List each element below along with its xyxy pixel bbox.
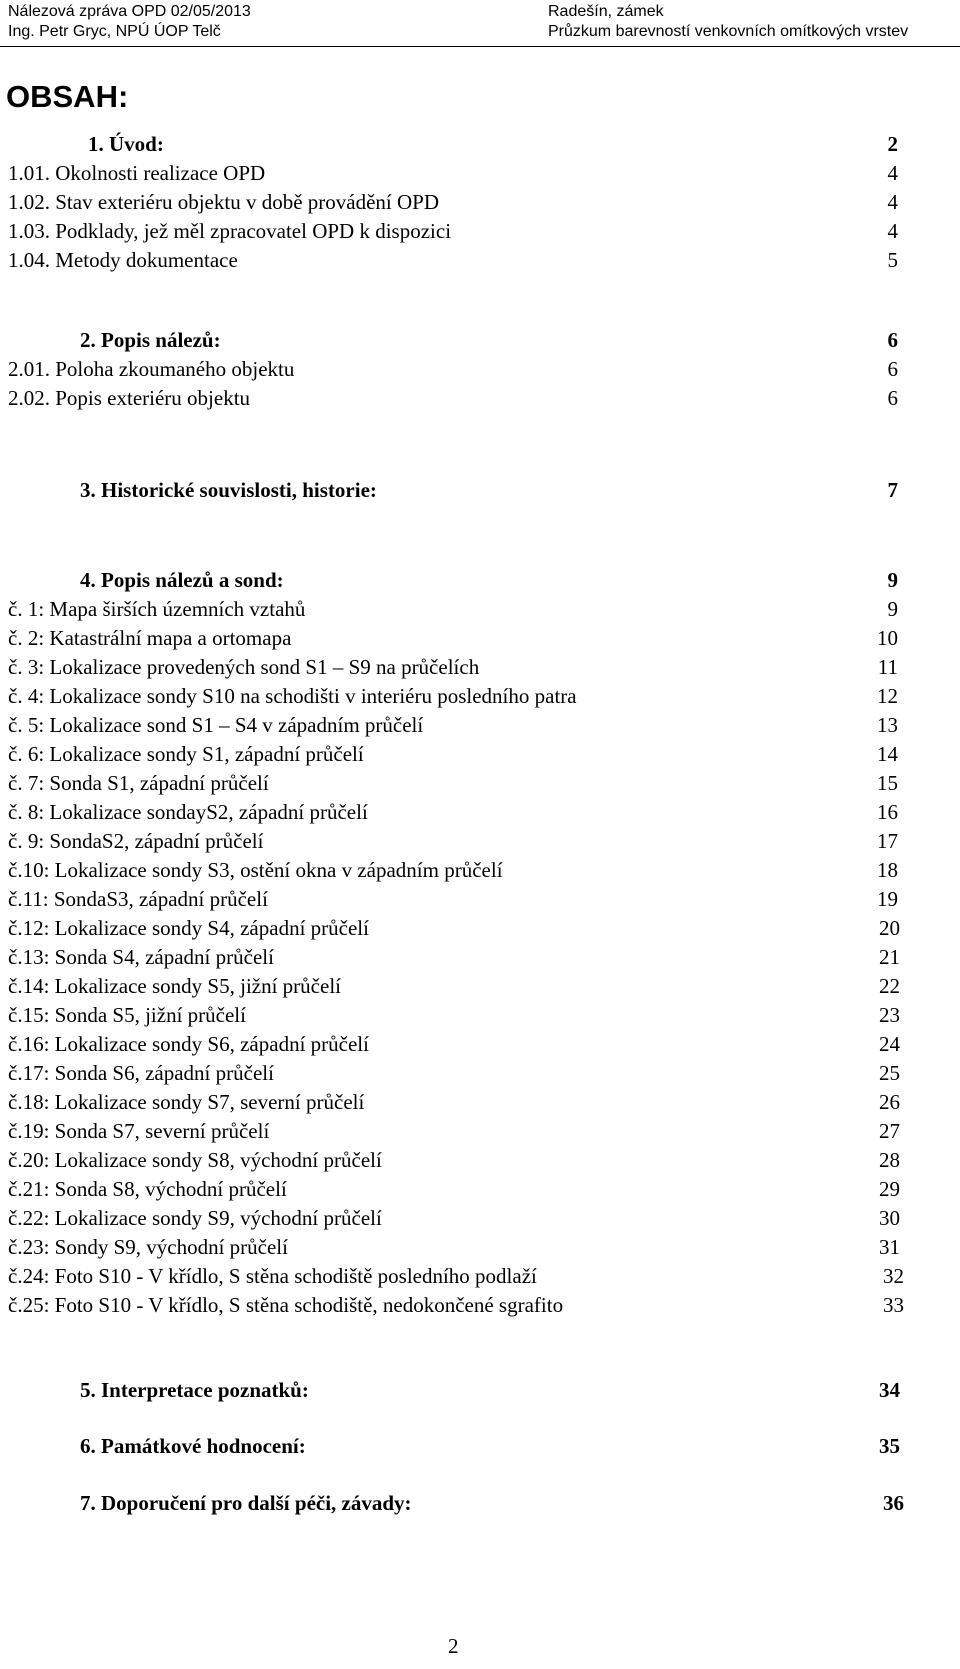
toc-entry [0, 972, 960, 1000]
toc-entry-title: 4. Popis nálezů a sond: [80, 568, 284, 592]
toc-entry-page: 13 [877, 713, 898, 737]
toc-entry-title: č.21: Sonda S8, východní průčelí [8, 1177, 287, 1201]
toc-entry-page: 6 [887, 357, 898, 381]
page-number: 2 [448, 1634, 459, 1658]
toc-entry-page: 30 [879, 1206, 900, 1230]
toc-entry [0, 856, 960, 884]
toc-entry-title: č.15: Sonda S5, jižní průčelí [8, 1003, 246, 1027]
toc-entry-page: 12 [877, 684, 898, 708]
page-header [0, 0, 960, 47]
toc-entry [0, 595, 960, 623]
toc-entry-title: č. 3: Lokalizace provedených sond S1 – S9 na průčelích [8, 655, 480, 679]
toc-entry [0, 1376, 960, 1404]
toc-entry [0, 355, 960, 383]
toc-entry-title: č.22: Lokalizace sondy S9, východní průčelí [8, 1206, 382, 1230]
toc-entry [0, 914, 960, 942]
toc-entry [0, 1204, 960, 1232]
toc-entry-title: 7. Doporučení pro další péči, závady: [80, 1491, 412, 1515]
toc-entry [0, 326, 960, 354]
toc-entry [0, 1117, 960, 1145]
toc-entry-page: 32 [883, 1264, 904, 1288]
toc-entry [0, 1175, 960, 1203]
toc-entry [0, 885, 960, 913]
toc-entry [0, 246, 960, 274]
toc-entry-page: 16 [877, 800, 898, 824]
header-report-id: Nálezová zpráva OPD 02/05/2013 [8, 3, 251, 20]
toc-entry-title: č. 1: Mapa širších územních vztahů [8, 597, 306, 621]
toc-entry-page: 4 [887, 219, 898, 243]
toc-entry-title: 1.04. Metody dokumentace [8, 248, 238, 272]
toc-entry-title: č. 6: Lokalizace sondy S1, západní průčelí [8, 742, 364, 766]
toc-entry-page: 11 [877, 655, 898, 679]
toc-entry [0, 1088, 960, 1116]
toc-entry-title: č.25: Foto S10 - V křídlo, S stěna schodiště, nedokončené sgrafito [8, 1293, 564, 1317]
toc-entry-title: č. 8: Lokalizace sondayS2, západní průčelí [8, 800, 368, 824]
toc-entry-title: č. 7: Sonda S1, západní průčelí [8, 771, 269, 795]
toc-entry-page: 36 [883, 1491, 904, 1515]
toc-entry-title: 2.01. Poloha zkoumaného objektu [8, 357, 295, 381]
toc-entry-page: 5 [887, 248, 898, 272]
toc-entry [0, 1001, 960, 1029]
toc-entry [0, 1432, 960, 1460]
toc-entry-page: 35 [879, 1434, 900, 1458]
toc-entry-title: č. 2: Katastrální mapa a ortomapa [8, 626, 292, 650]
toc-entry-page: 33 [883, 1293, 904, 1317]
header-location: Radešín, zámek [548, 3, 664, 20]
toc-entry-page: 18 [877, 858, 898, 882]
toc-entry [0, 130, 960, 158]
toc-entry [0, 1489, 960, 1517]
toc-entry-page: 6 [887, 328, 898, 352]
toc-entry-page: 4 [887, 190, 898, 214]
header-left [8, 2, 251, 42]
toc-entry-page: 26 [879, 1090, 900, 1114]
toc-entry-title: č. 5: Lokalizace sond S1 – S4 v západním průčelí [8, 713, 424, 737]
toc-entry [0, 1291, 960, 1319]
toc-entry [0, 476, 960, 504]
toc-entry [0, 798, 960, 826]
toc-entry [0, 1233, 960, 1261]
toc-entry-title: 1.01. Okolnosti realizace OPD [8, 161, 266, 185]
toc-entry-title: 6. Památkové hodnocení: [80, 1434, 306, 1458]
toc-entry-title: č.10: Lokalizace sondy S3, ostění okna v západním průčelí [8, 858, 503, 882]
header-right [548, 2, 908, 42]
toc-entry [0, 217, 960, 245]
toc-entry-page: 10 [877, 626, 898, 650]
toc-entry-page: 7 [887, 478, 898, 502]
toc-entry-page: 27 [879, 1119, 900, 1143]
toc-entry [0, 740, 960, 768]
toc-entry [0, 159, 960, 187]
toc-entry [0, 1059, 960, 1087]
toc-entry-title: č.12: Lokalizace sondy S4, západní průčelí [8, 916, 369, 940]
toc-entry-page: 14 [877, 742, 898, 766]
toc-entry-title: 5. Interpretace poznatků: [80, 1378, 309, 1402]
toc-entry-page: 17 [877, 829, 898, 853]
toc-entry-page: 15 [877, 771, 898, 795]
toc-entry-title: 1. Úvod: [88, 132, 164, 156]
toc-entry-page: 31 [879, 1235, 900, 1259]
toc-entry-title: č.18: Lokalizace sondy S7, severní průčelí [8, 1090, 365, 1114]
toc-entry-title: č.20: Lokalizace sondy S8, východní průčelí [8, 1148, 382, 1172]
toc-entry-page: 21 [879, 945, 900, 969]
toc-entry-title: č. 9: SondaS2, západní průčelí [8, 829, 264, 853]
toc-entry-page: 24 [879, 1032, 900, 1056]
toc-entry-page: 19 [877, 887, 898, 911]
toc-entry-page: 2 [887, 132, 898, 156]
toc-entry-title: č.17: Sonda S6, západní průčelí [8, 1061, 274, 1085]
toc-entry-page: 20 [879, 916, 900, 940]
toc-entry-page: 25 [879, 1061, 900, 1085]
toc-entry [0, 943, 960, 971]
toc-entry-page: 9 [887, 597, 898, 621]
toc-entry-page: 6 [887, 386, 898, 410]
toc-entry-title: č.14: Lokalizace sondy S5, jižní průčelí [8, 974, 341, 998]
header-author: Ing. Petr Gryc, NPÚ ÚOP Telč [8, 23, 221, 40]
toc-entry-title: č.13: Sonda S4, západní průčelí [8, 945, 274, 969]
toc-entry [0, 653, 960, 681]
toc-entry [0, 711, 960, 739]
toc-entry-title: 3. Historické souvislosti, historie: [80, 478, 377, 502]
toc-entry-title: č.23: Sondy S9, východní průčelí [8, 1235, 288, 1259]
toc-entry [0, 769, 960, 797]
toc-entry-title: č. 4: Lokalizace sondy S10 na schodišti v interiéru posledního patra [8, 684, 577, 708]
header-subject: Průzkum barevností venkovních omítkových vrstev [548, 23, 909, 40]
toc-entry-title: 2.02. Popis exteriéru objektu [8, 386, 251, 410]
toc-entry-page: 22 [879, 974, 900, 998]
toc-entry [0, 566, 960, 594]
page-title: OBSAH: [6, 79, 129, 114]
toc-entry [0, 682, 960, 710]
toc-entry-page: 34 [879, 1378, 900, 1402]
toc-entry [0, 624, 960, 652]
toc-entry-title: č.24: Foto S10 - V křídlo, S stěna schodiště posledního podlaží [8, 1264, 537, 1288]
toc-entry-page: 4 [887, 161, 898, 185]
toc-entry-title: 1.02. Stav exteriéru objektu v době provádění OPD [8, 190, 439, 214]
toc-entry-page: 9 [887, 568, 898, 592]
toc-entry-title: 1.03. Podklady, jež měl zpracovatel OPD k dispozici [8, 219, 452, 243]
toc-entry-title: č.16: Lokalizace sondy S6, západní průčelí [8, 1032, 369, 1056]
toc-entry-page: 23 [879, 1003, 900, 1027]
toc-entry-title: č.11: SondaS3, západní průčelí [8, 887, 268, 911]
toc-entry [0, 827, 960, 855]
toc-entry-title: 2. Popis nálezů: [80, 328, 221, 352]
toc-entry-title: č.19: Sonda S7, severní průčelí [8, 1119, 270, 1143]
toc-entry [0, 384, 960, 412]
toc-entry [0, 1262, 960, 1290]
toc-entry-page: 28 [879, 1148, 900, 1172]
toc-entry [0, 1030, 960, 1058]
toc-entry [0, 1146, 960, 1174]
toc-entry [0, 188, 960, 216]
toc-entry-page: 29 [879, 1177, 900, 1201]
